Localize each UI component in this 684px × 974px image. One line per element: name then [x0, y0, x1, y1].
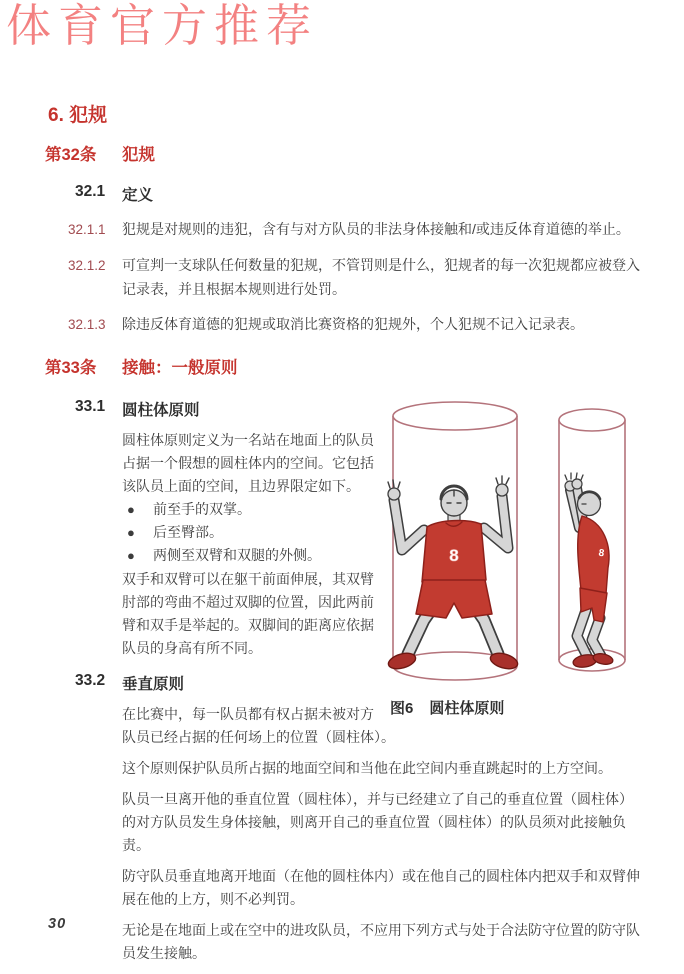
- jersey-number-back: 8: [597, 547, 605, 560]
- rule-number: 32.1.2: [68, 258, 106, 273]
- paragraph: 无论是在地面上或在空中的进攻队员，不应用下列方式与处于合法防守位置的防守队员发生接触。: [122, 922, 640, 961]
- section-33-1-number: 33.1: [75, 398, 106, 415]
- article-32-number: 第32条: [45, 146, 97, 164]
- rule-number: 32.1.1: [68, 222, 106, 237]
- figure-cylinder-principle: [380, 398, 644, 718]
- rule-item: [68, 312, 684, 337]
- rule-item: [68, 217, 684, 242]
- chapter-title: 6. 犯规: [48, 105, 108, 126]
- player-front-illustration: [387, 476, 520, 672]
- bullet-icon: ●: [127, 548, 135, 563]
- rule-number: 32.1.3: [68, 317, 106, 332]
- bullet-item: [122, 521, 374, 544]
- section-33-2-title: 垂直原则: [122, 676, 185, 693]
- paragraph: 防守队员垂直地离开地面（在他的圆柱体内）或在他自己的圆柱体内把双手和双臂伸展在他的上方，则不必判罚。: [122, 868, 640, 907]
- bullet-text: 前至手的双掌。: [153, 501, 251, 517]
- page-number: 30: [48, 916, 67, 932]
- section-33-1-title: 圆柱体原则: [122, 402, 200, 419]
- figure-caption-title: 圆柱体原则: [429, 700, 505, 717]
- section-32-1-title: 定义: [122, 187, 154, 204]
- rule-text: 可宣判一支球队任何数量的犯规，不管罚则是什么，犯规者的每一次犯规都应被登入记录表，并且根据本规则进行处罚。: [122, 257, 640, 297]
- section-32-1-number: 32.1: [75, 183, 106, 200]
- paragraph: 队员一旦离开他的垂直位置（圆柱体），并与已经建立了自己的垂直位置（圆柱体）的对方队员发生身体接触，则离开自己的垂直位置（圆柱体）的队员须对此接触负责。: [122, 791, 633, 853]
- section-33-2-number: 33.2: [75, 672, 106, 689]
- player-side-illustration: [565, 473, 614, 669]
- figure-illustration: [380, 398, 644, 690]
- watermark-text: 体育官方推荐: [6, 0, 319, 52]
- paragraph: 圆柱体原则定义为一名站在地面上的队员占据一个假想的圆柱体内的空间。它包括该队员上面的空间，且边界限定如下。: [122, 432, 374, 494]
- article-33-number: 第33条: [45, 359, 97, 377]
- paragraph: 双手和双臂可以在躯干前面伸展，其双臂肘部的弯曲不超过双脚的位置，因此两前臂和双手是举起的。双脚间的距离应依据队员的身高有所不同。: [122, 571, 374, 656]
- article-32-header: [45, 141, 684, 165]
- article-33-header: [45, 354, 684, 378]
- article-33-body: [75, 398, 644, 965]
- bullet-icon: ●: [127, 502, 135, 517]
- article-32-title: 犯规: [122, 146, 155, 164]
- bullet-icon: ●: [127, 525, 135, 540]
- section-32-1-header: [75, 183, 684, 205]
- paragraph: 在比赛中，每一队员都有权占据未被对方队员已经占据的任何场上的位置（圆柱体）。: [122, 706, 395, 745]
- article-33-title: 接触：一般原则: [122, 359, 238, 377]
- section-33-1-header: [75, 398, 374, 420]
- rule-text: 犯规是对规则的违犯，含有与对方队员的非法身体接触和/或违反体育道德的举止。: [122, 221, 630, 237]
- bullet-item: [122, 498, 374, 521]
- jersey-number: 8: [449, 546, 459, 565]
- figure-caption-number: 图6: [390, 700, 414, 717]
- bullet-text: 后至臀部。: [153, 524, 223, 540]
- section-33-2-header: [75, 672, 374, 694]
- bullet-text: 两侧至双臂和双腿的外侧。: [153, 547, 321, 563]
- rule-text: 除违反体育道德的犯规或取消比赛资格的犯规外，个人犯规不记入记录表。: [122, 316, 584, 332]
- bullet-item: [122, 544, 374, 567]
- paragraph: 这个原则保护队员所占据的地面空间和当他在此空间内垂直跳起时的上方空间。: [122, 760, 612, 776]
- rule-item: [68, 253, 684, 301]
- figure-caption: [390, 697, 644, 718]
